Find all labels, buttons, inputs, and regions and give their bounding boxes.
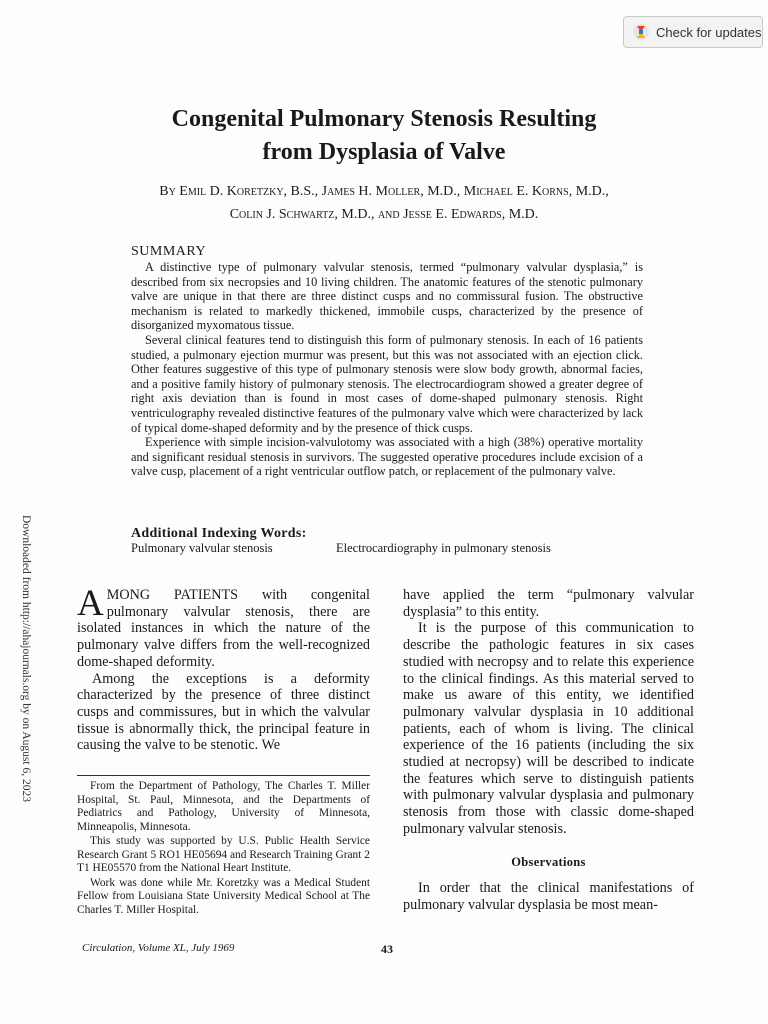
summary-heading: SUMMARY xyxy=(131,244,207,259)
footnote: This study was supported by U.S. Public Health Service Research Grant 5 RO1 HE05694 and Research Training Grant 2 T1 HE05570 from the National Heart Institute. xyxy=(77,835,370,874)
body-paragraph: have applied the term “pulmonary valvular dysplasia” to this entity. xyxy=(403,587,694,620)
indexing-term: Electrocardiography in pulmonary stenosis xyxy=(336,541,551,555)
download-watermark: Downloaded from http://ahajournals.org by on August 6, 2023 xyxy=(20,515,32,802)
body-paragraph: It is the purpose of this communication to describe the pathologic features in six cases studied with necropsy and to relate this experience to the clinical findings. As this material served to make us aware of this entity, we identified pulmonary valvular dysplasia in 10 additional patients, each of whom is living. The clinical experience of the 16 patients (including the six studied at necropsy) will be described to indicate the features which serve to distinguish patients with pulmonary valvular dysplasia and pulmonary stenosis from those with classic dome-shaped pulmonary valvular stenosis. xyxy=(403,620,694,837)
author-line-2: Colin J. Schwartz, M.D., and Jesse E. Edwards, M.D. xyxy=(229,207,539,222)
author-line-1: By Emil D. Koretzky, B.S., James H. Moller, M.D., Michael E. Korns, M.D., xyxy=(159,184,609,199)
body-column-left xyxy=(77,583,370,754)
indexing-heading: Additional Indexing Words: xyxy=(131,526,307,541)
drop-cap: A xyxy=(77,583,104,624)
crossmark-icon xyxy=(632,23,650,41)
page-number: 43 xyxy=(381,942,393,956)
author-list xyxy=(0,180,768,226)
body-paragraph: Among the exceptions is a deformity characterized by the presence of three distinct cusps and commissures, but in which the valvular tissue is abnormally thick, the principal feature in causing the valve to be stenotic. We xyxy=(77,670,370,754)
summary-paragraph: Experience with simple incision-valvulotomy was associated with a high (38%) operative mortality and significant residual stenosis in survivors. The suggested operative procedures include excision of a valve cusp, placement of a right ventricular outflow patch, or replacement of the pulmonary valve. xyxy=(131,435,643,479)
summary-paragraph: Several clinical features tend to distinguish this form of pulmonary stenosis. In each of 16 patients studied, a pulmonary ejection murmur was present, but this was not associated with an ejection click. Other features suggestive of this type of pulmonary stenosis were slow body growth, abnormal facies, and a positive family history of pulmonary stenosis. The electrocardiogram showed a greater degree of right axis deviation than is found in most cases of dome-shaped pulmonary stenosis. Right ventriculography revealed distinctive features of the pulmonary valve which were characterized by lack of typical dome-shaped deformity and by the presence of thick cusps. xyxy=(131,332,643,435)
footnote: From the Department of Pathology, The Charles T. Miller Hospital, St. Paul, Minnesota, and the Departments of Pediatrics and Pathology, University of Minnesota, Minneapolis, Minnesota. xyxy=(77,780,370,833)
body-column-right xyxy=(403,587,694,914)
check-for-updates-button[interactable] xyxy=(623,16,763,48)
check-for-updates-label: Check for updates xyxy=(656,24,762,40)
footnotes xyxy=(77,780,370,918)
journal-citation: Circulation, Volume XL, July 1969 xyxy=(82,942,235,954)
indexing-term: Pulmonary valvular stenosis xyxy=(131,541,273,555)
section-heading-observations: Observations xyxy=(511,854,586,869)
summary-paragraph: A distinctive type of pulmonary valvular stenosis, termed “pulmonary valvular dysplasia,” is described from six necropsies and 10 living children. The anatomic features of the stenotic pulmonary valve are unique in that there are three distinct cusps and no commissural fusion. The obstructive mechanism is related to markedly thickened, immobile cusps, characterized by the presence of disorganized myxomatous tissue. xyxy=(131,260,643,333)
paper-title: Congenital Pulmonary Stenosis Resulting from Dysplasia of Valve xyxy=(171,106,597,165)
body-paragraph: AMONG PATIENTS with congenital pulmonary valvular stenosis, there are isolated instances in which the nature of the pulmonary valve differs from the well-recognized dome-shaped deformity. xyxy=(77,583,370,670)
body-paragraph: In order that the clinical manifestations of pulmonary valvular dysplasia be most mean- xyxy=(403,880,694,913)
footnote-divider xyxy=(77,775,370,776)
footnote: Work was done while Mr. Koretzky was a Medical Student Fellow from Louisiana State University Medical School at The Charles T. Miller Hospital. xyxy=(77,876,370,916)
summary-body xyxy=(131,260,643,479)
